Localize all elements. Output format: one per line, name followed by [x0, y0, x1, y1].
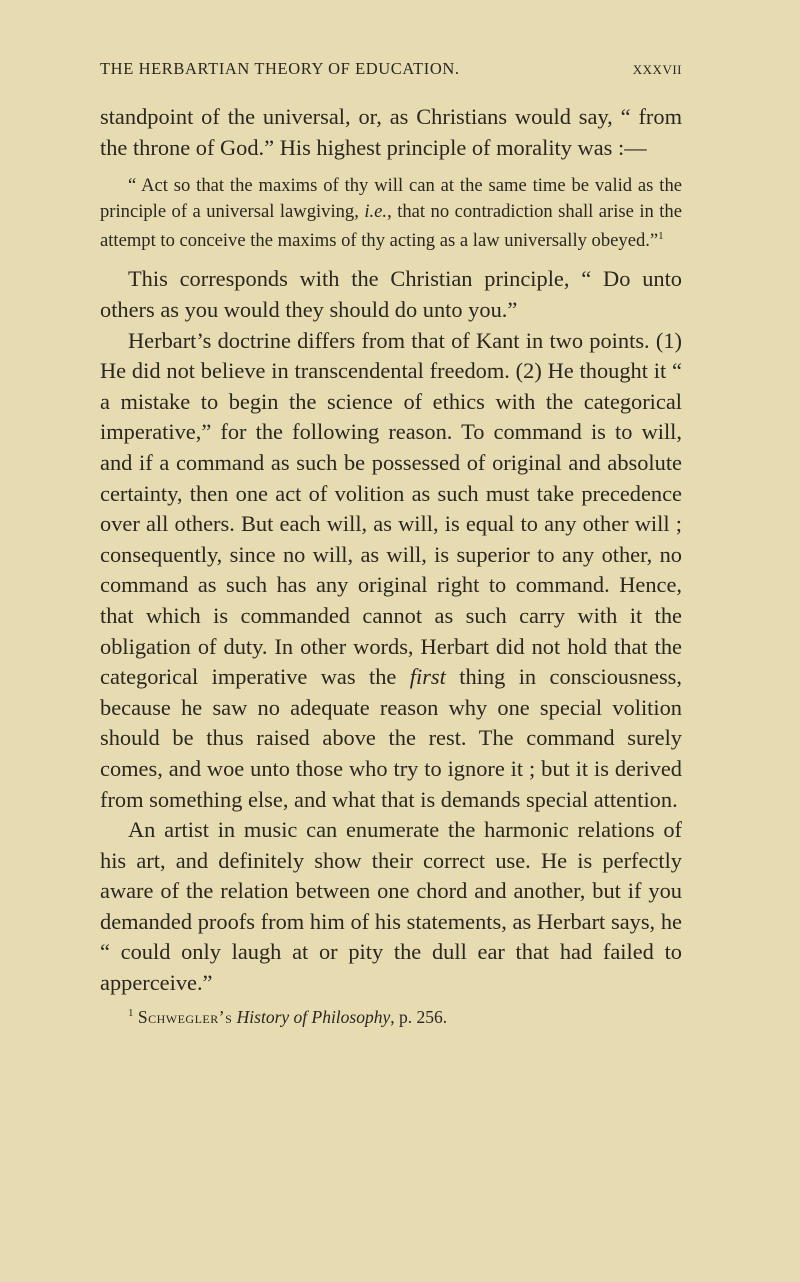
footnote-author: Schwegler’s — [137, 1006, 233, 1027]
paragraph-herbart-doctrine — [100, 326, 682, 816]
paragraph-christian-principle: This corresponds with the Christian principle, “ Do unto others as you would they should do unto you.” — [100, 266, 682, 322]
footnote-marker: 1 — [128, 1006, 134, 1019]
quote-ie: i.e. — [364, 200, 388, 222]
footnote-work: History of Philosophy — [236, 1006, 391, 1027]
paragraph-herbart-text-b: thing in consciousness, because he saw no adequate reason why one special volition should be thus raised above the rest. The command surely comes, and woe unto those who try to ignore it ; but it is derived from something else, and what that is demands special attention. — [100, 664, 682, 812]
quote-text-start: “ Act so that the maxims of thy will can at the same time be valid as the principle of a universal lawgiving, — [100, 175, 682, 222]
paragraph-artist-music: An artist in music can enumerate the harmonic relations of his art, and definitely show their correct use. He is perfectly aware of the relation between one chord and another, but if you demanded proofs from him of his statements, as Herbart says, he “ could only laugh at or pity the dull ear that had failed to apperceive.” — [100, 817, 682, 996]
footnote-reference: 1 — [658, 230, 664, 242]
footnote — [100, 1001, 682, 1029]
quote-text-end: , that no contradiction shall arise in the attempt to conceive the maxims of thy acting as a law universally obeyed.” — [100, 200, 682, 251]
kant-quotation — [100, 173, 682, 253]
page-body — [100, 102, 682, 1029]
paragraph-herbart-text-a: Herbart’s doctrine differs from that of Kant in two points. (1) He did not believe in transcendental freedom. (2) He thought it “ a mistake to begin the science of ethics with the categorical imperative,” for the following reason. To command is to will, and if a command as such be possessed of original and absolute certainty, then one act of volition as such must take precedence over all others. But each will, as will, is equal to any other will ; consequently, since no will, as will, is superior to any other, no command as such has any original right to command. Hence, that which is commanded cannot as such carry with it the obligation of duty. In other words, Herbart did not hold that the categorical imperative was the — [100, 327, 682, 690]
paragraph-continuation: standpoint of the universal, or, as Christians would say, “ from the throne of God.” His highest principle of morality was :— — [100, 104, 682, 160]
running-header — [100, 58, 682, 79]
footnote-page: , p. 256. — [390, 1006, 448, 1027]
running-title: THE HERBARTIAN THEORY OF EDUCATION. — [100, 59, 460, 78]
emphasis-first: first — [409, 664, 446, 690]
page-number: xxxvii — [632, 58, 682, 78]
